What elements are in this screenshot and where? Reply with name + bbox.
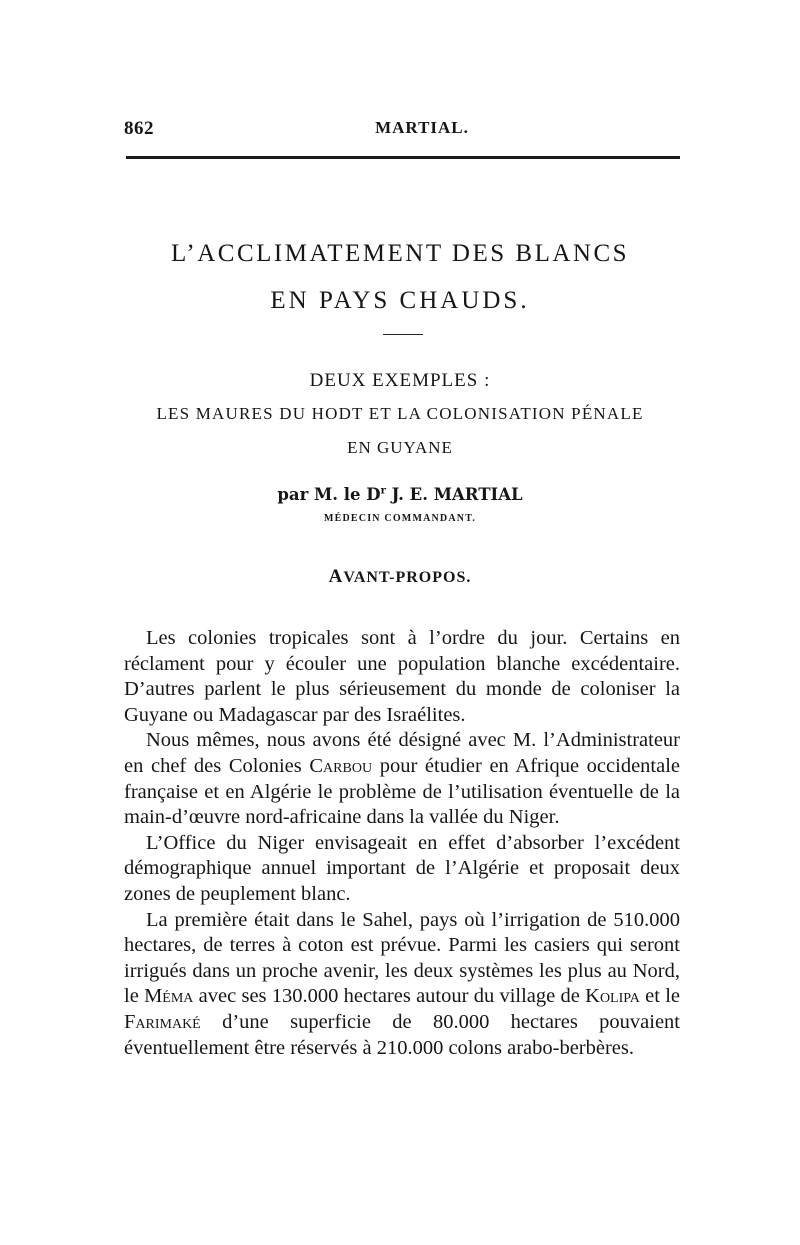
byline-sup: r — [380, 485, 386, 497]
section-heading-rest: VANT-PROPOS. — [343, 569, 472, 586]
article-title-line-1: L’ACCLIMATEMENT DES BLANCS — [170, 240, 630, 267]
body-text — [124, 626, 680, 1061]
paragraph-2 — [124, 728, 680, 830]
paragraph-2-part-2: pour étudier en Afrique occidentale française et en Algérie le problème de l’utilisation éventuelle de la main-d’œuvre nord-africaine dans la vallée du Niger. — [124, 754, 681, 829]
subtitle-line-2: LES MAURES DU HODT ET LA COLONISATION PÉNALE — [156, 404, 644, 423]
header-rule — [126, 156, 680, 159]
author-name: J. E. MARTIAL — [385, 485, 523, 504]
subtitle-line-1: DEUX EXEMPLES : — [309, 370, 491, 391]
paragraph-3: L’Office du Niger envisageait en effet d’absorber l’excédent démographique annuel important de l’Algérie et proposait deux zones de peuplement blanc. — [124, 831, 680, 905]
paragraph-4-part-2: avec ses 130.000 hectares autour du village de — [193, 985, 586, 1008]
author-rank: MÉDECIN COMMANDANT. — [323, 513, 477, 524]
section-heading-initial: A — [328, 566, 344, 587]
place-name-farimake: Farimaké — [124, 1010, 201, 1033]
running-header — [124, 118, 680, 142]
author-byline — [100, 485, 700, 504]
paragraph-4 — [124, 908, 680, 1062]
paragraph-4-part-3: et le — [639, 985, 681, 1008]
paragraph-2-part-1: Nous mêmes, nous avons été désigné avec M. l’Administrateur en chef des Colonies — [124, 729, 680, 777]
person-name-carbou: Carbou — [309, 754, 373, 777]
page-number: 862 — [124, 118, 154, 139]
place-name-kolipa: Kolipa — [585, 985, 640, 1008]
place-name-mema: Méma — [144, 985, 194, 1008]
title-divider — [383, 334, 423, 335]
paragraph-4-part-1: La première était dans le Sahel, pays où l’irrigation de 510.000 hectares, de terres à coton est prévue. Parmi les casiers qui seront irrigués dans un proche avenir, les deux systèmes les plus au Nord, le — [124, 908, 680, 1008]
paragraph-4-part-4: d’une superficie de 80.000 hectares pouvaient éventuellement être réservés à 210.000 colons arabo-berbères. — [124, 1010, 680, 1059]
article-title-line-2: EN PAYS CHAUDS. — [270, 287, 530, 314]
paragraph-1: Les colonies tropicales sont à l’ordre du jour. Certains en réclament pour y écouler une population blanche excédentaire. D’autres parlent le plus sérieusement du monde de coloniser la Guyane ou Madagascar par des Israélites. — [124, 627, 680, 726]
running-title: MARTIAL. — [375, 118, 469, 137]
section-heading — [100, 566, 700, 588]
subtitle-line-3: EN GUYANE — [347, 438, 453, 457]
byline-prefix: par M. le D — [277, 485, 381, 504]
